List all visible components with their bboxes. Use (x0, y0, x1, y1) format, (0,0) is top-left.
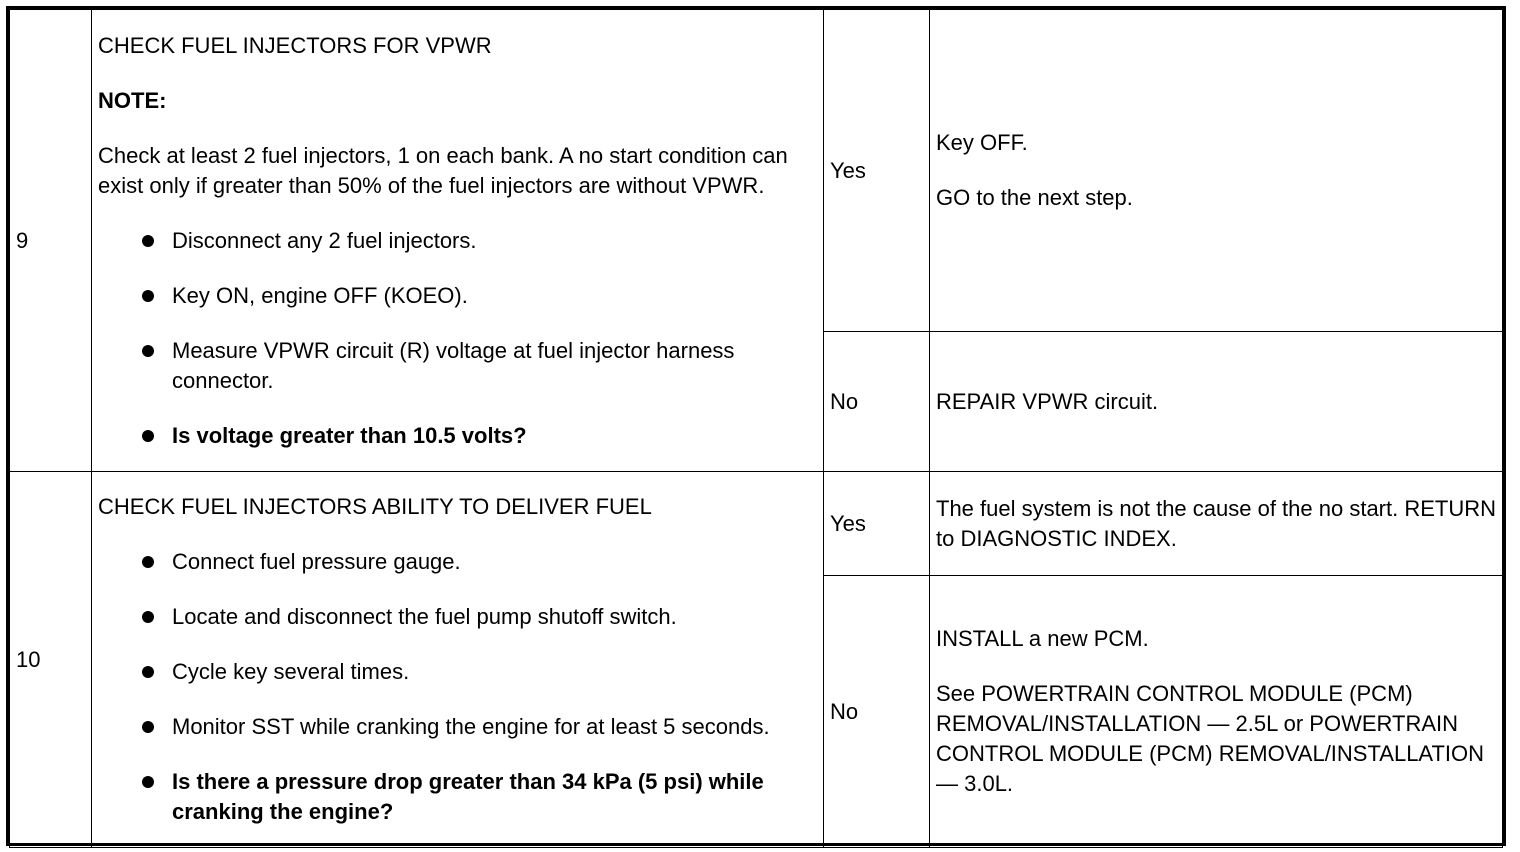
list-item-text: Cycle key several times. (172, 659, 410, 684)
action-cell (930, 576, 1503, 848)
note-label: NOTE: (98, 87, 167, 113)
list-item (98, 547, 817, 577)
bullet-dot-icon (142, 290, 154, 302)
action-text: The fuel system is not the cause of the no start. RETURN to DIAGNOSTIC INDEX. (936, 495, 1497, 551)
list-item-text: Key ON, engine OFF (KOEO). (172, 282, 468, 308)
result-label: Yes (824, 472, 930, 576)
bullet-dot-icon (142, 345, 154, 357)
test-question: Is voltage greater than 10.5 volts? (172, 422, 527, 448)
test-step-cell (92, 10, 824, 472)
test-step-cell (92, 472, 824, 848)
bullet-dot-icon (142, 666, 154, 678)
action-text: Key OFF. (936, 130, 1028, 155)
list-item (98, 657, 817, 687)
bullet-dot-icon (142, 235, 154, 247)
action-text: See POWERTRAIN CONTROL MODULE (PCM) REMOVAL/INSTALLATION — 2.5L or POWERTRAIN CONTROL MODULE (PCM) REMOVAL/INSTALLATION — 3.0L. (936, 681, 1485, 796)
note-text: Check at least 2 fuel injectors, 1 on each bank. A no start condition can exist only if greater than 50% of the fuel injectors are without VPWR. (98, 142, 788, 198)
procedure-list (98, 547, 817, 827)
procedure-list (98, 226, 817, 451)
bullet-dot-icon (142, 430, 154, 442)
bullet-dot-icon (142, 776, 154, 788)
list-item (98, 336, 817, 396)
list-item-text: Measure VPWR circuit (R) voltage at fuel injector harness connector. (172, 337, 735, 393)
result-label: Yes (824, 10, 930, 332)
diagnostic-table-frame (6, 6, 1506, 846)
bullet-dot-icon (142, 556, 154, 568)
result-label: No (824, 576, 930, 848)
test-question: Is there a pressure drop greater than 34 kPa (5 psi) while cranking the engine? (172, 769, 764, 824)
table-row (10, 472, 1503, 576)
list-item (98, 421, 817, 451)
action-cell (930, 10, 1503, 332)
action-cell (930, 472, 1503, 576)
action-text: INSTALL a new PCM. (936, 626, 1149, 651)
table-row (10, 10, 1503, 332)
diagnostic-table (9, 9, 1503, 848)
step-number: 10 (10, 472, 92, 848)
list-item-text: Locate and disconnect the fuel pump shutoff switch. (172, 604, 677, 629)
list-item (98, 712, 817, 742)
bullet-dot-icon (142, 611, 154, 623)
list-item (98, 226, 817, 256)
action-text: REPAIR VPWR circuit. (936, 388, 1159, 414)
result-label: No (824, 332, 930, 472)
action-cell (930, 332, 1503, 472)
action-text: GO to the next step. (936, 185, 1133, 210)
list-item-text: Monitor SST while cranking the engine for at least 5 seconds. (172, 714, 770, 739)
list-item (98, 767, 817, 827)
bullet-dot-icon (142, 721, 154, 733)
step-number: 9 (10, 10, 92, 472)
list-item-text: Disconnect any 2 fuel injectors. (172, 227, 477, 253)
test-step-heading: CHECK FUEL INJECTORS FOR VPWR (98, 32, 492, 58)
list-item (98, 602, 817, 632)
list-item-text: Connect fuel pressure gauge. (172, 549, 461, 574)
test-step-heading: CHECK FUEL INJECTORS ABILITY TO DELIVER FUEL (98, 494, 652, 519)
list-item (98, 281, 817, 311)
